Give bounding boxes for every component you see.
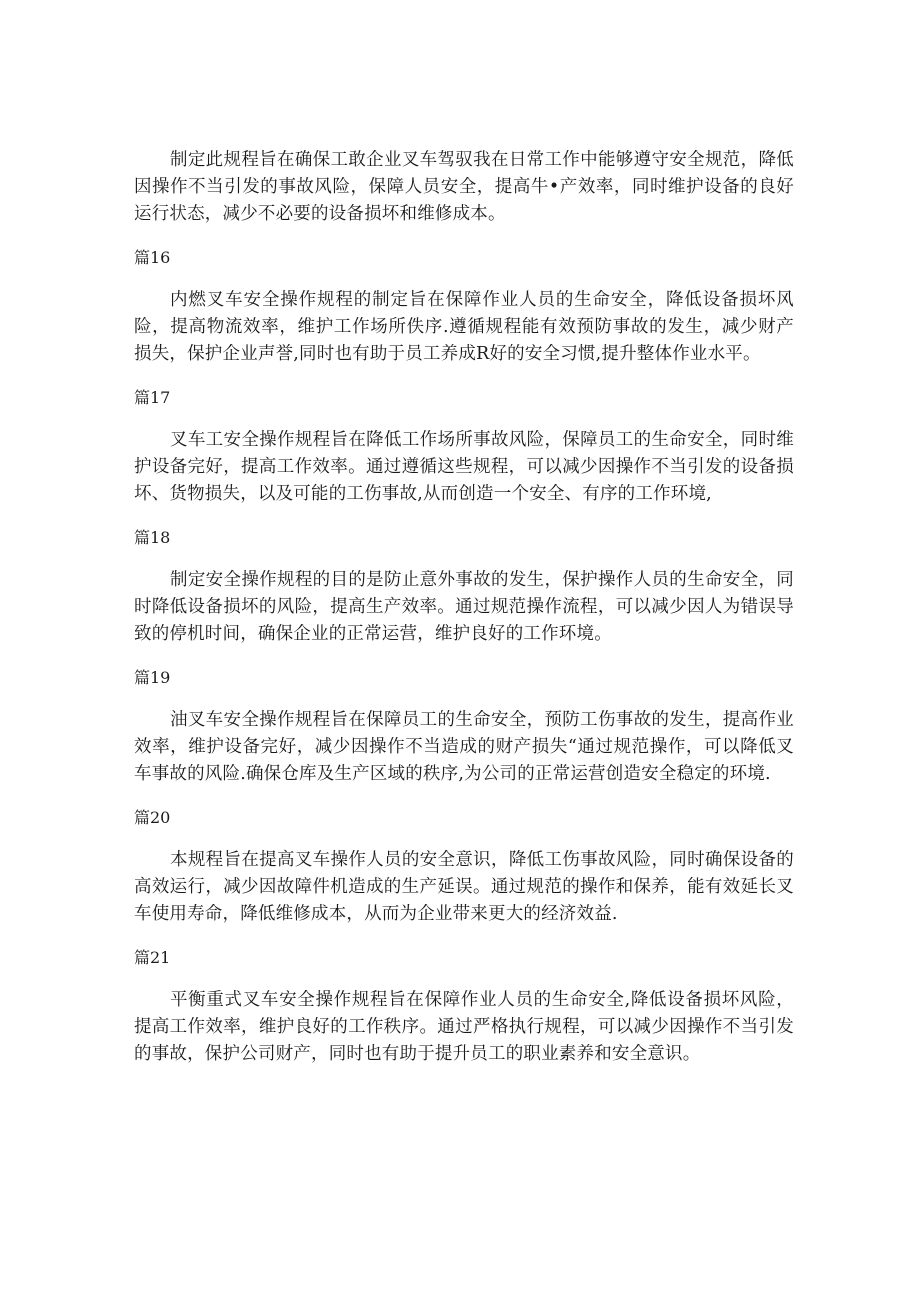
- paragraph-16: 内燃叉车安全操作规程的制定旨在保障作业人员的生命安全，降低设备损坏风险，提高物流效率，维护工作场所佚序.遵循规程能有效预防事故的发生，减少财产损失，保护企业声誉,同时也有助于员工养成R好的安全习惯,提升整体作业水平。: [134, 290, 794, 364]
- paragraph-intro: 制定此规程旨在确保工敢企业叉车驾驭我在日常工作中能够遵守安全规范，降低因操作不当引发的事故风险，保障人员安全，提高牛•产效率，同时维护设备的良好运行状态，减少不必要的设备损坏和维修成本。: [134, 150, 794, 224]
- section-heading-16: 篇16: [134, 248, 171, 267]
- paragraph-21: 平衡重式叉车安全操作规程旨在保障作业人员的生命安全,降低设备损坏风险，提高工作效率，维护良好的工作秩序。通过严格执行规程，可以减少因操作不当引发的事故，保护公司财产，同时也有助于提升员工的职业素养和安全意识。: [134, 990, 794, 1064]
- paragraph-20: 本规程旨在提高叉车操作人员的安全意识，降低工伤事故风险，同时确保设备的高效运行，减少因故障件机造成的生产延误。通过规范的操作和保养，能有效延长叉车使用寿命，降低维修成本，从而为企业带来更大的经济效益.: [134, 850, 794, 924]
- section-heading-18: 篇18: [134, 528, 171, 547]
- section-heading-19: 篇19: [134, 668, 171, 687]
- section-heading-17: 篇17: [134, 388, 171, 407]
- paragraph-18: 制定安全操作规程的目的是防止意外事故的发生，保护操作人员的生命安全，同时降低设备损坏的风险，提高生产效率。通过规范操作流程，可以减少因人为错误导致的停机时间，确保企业的正常运营，维护良好的工作环境。: [134, 570, 794, 644]
- document-body: [134, 147, 794, 1068]
- paragraph-17: 叉车工安全操作规程旨在降低工作场所事故风险，保障员工的生命安全，同时维护设备完好，提高工作效率。通过遵循这些规程，可以减少因操作不当引发的设备损坏、货物损失，以及可能的工伤事故,从而创造一个安全、有序的工作环境,: [134, 430, 794, 504]
- section-heading-20: 篇20: [134, 808, 171, 827]
- paragraph-19: 油叉车安全操作规程旨在保障员工的生命安全，预防工伤事故的发生，提高作业效率，维护设备完好，减少因操作不当造成的财产损失“通过规范操作，可以降低叉车事故的风险.确保仓库及生产区域的秩序,为公司的正常运营创造安全稳定的环境.: [134, 710, 794, 784]
- section-heading-21: 篇21: [134, 948, 171, 967]
